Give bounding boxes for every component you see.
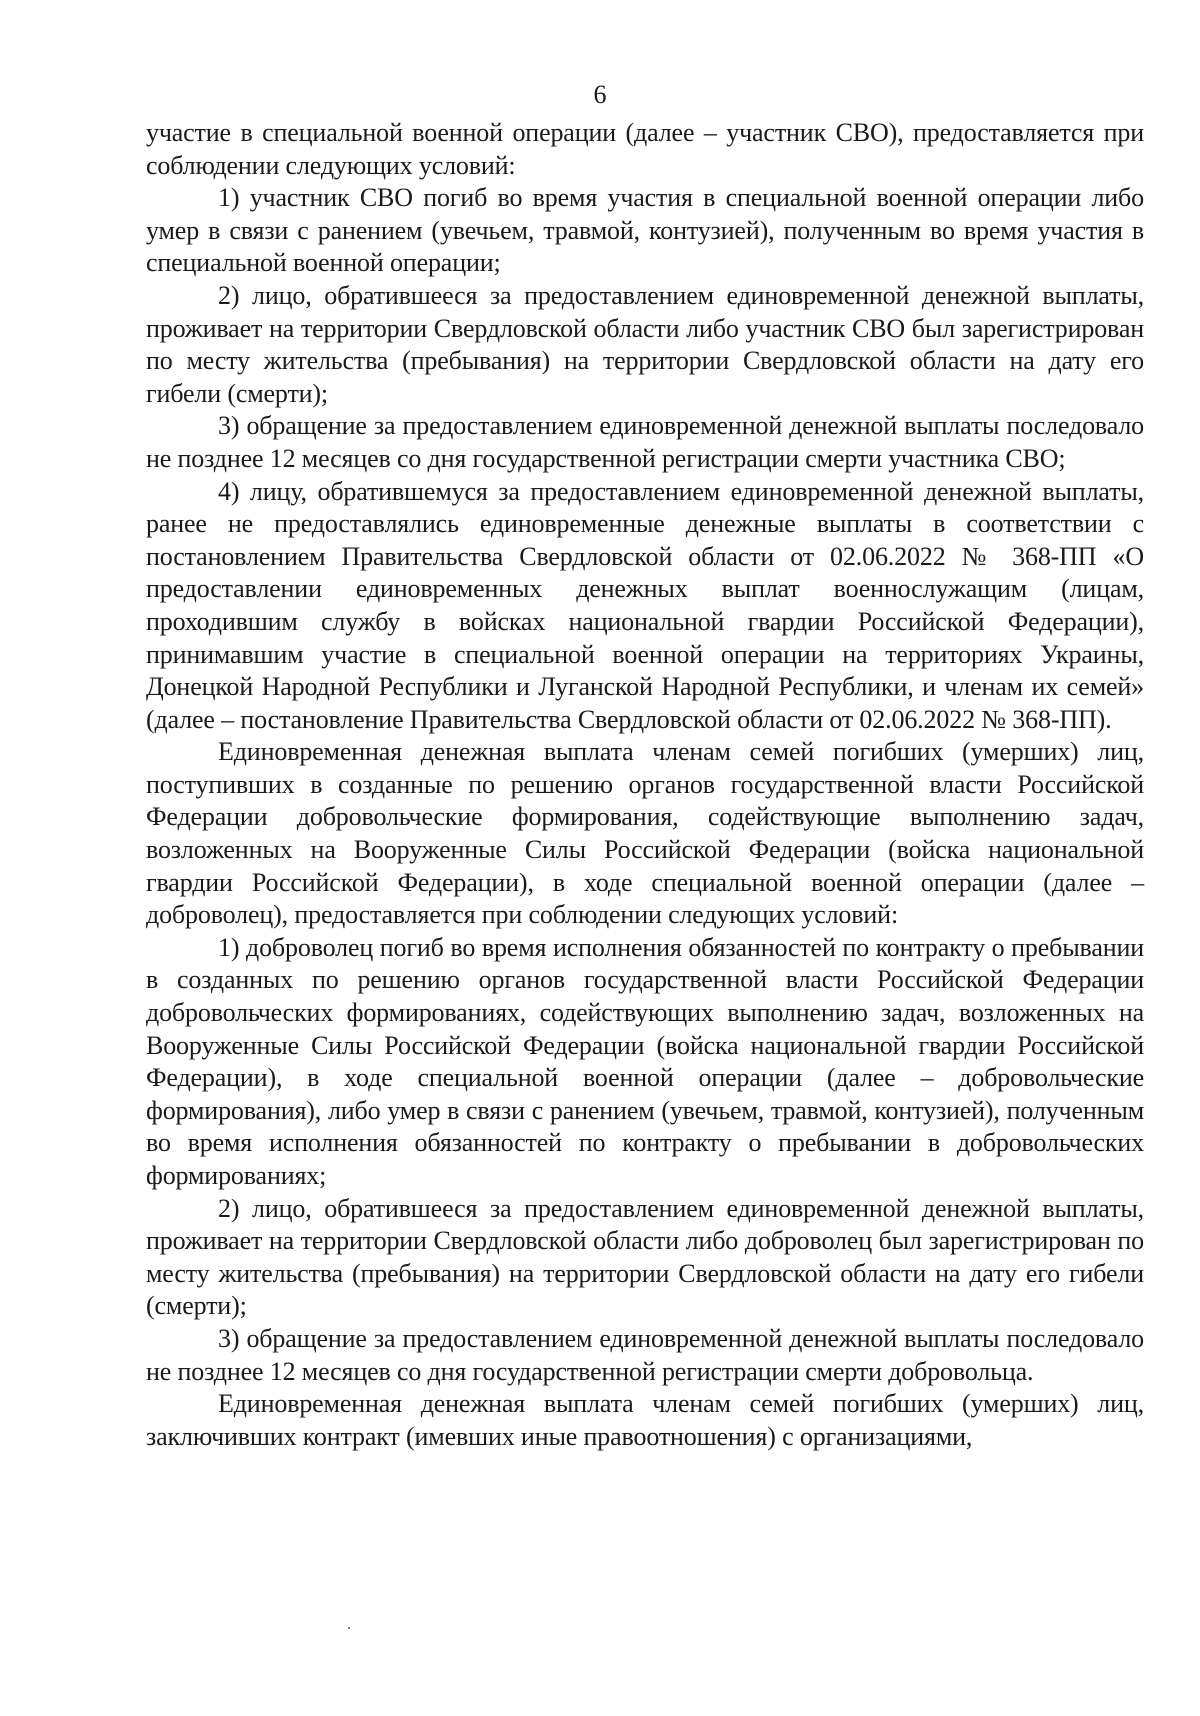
paragraph-contract-intro: Единовременная денежная выплата членам семей погибших (умерших) лиц, заключивших контракт (имевших иные правоотношения) с организациями,: [146, 1389, 1144, 1451]
paragraph-svo-condition-1: 1) участник СВО погиб во время участия в специальной военной операции либо умер в связи с ранением (увечьем, травмой, контузией), полученным во время участия в специальной военной операции;: [146, 183, 1144, 278]
paragraph-intro-continuation: участие в специальной военной операции (далее – участник СВО), предоставляется при соблюдении следующих условий:: [146, 118, 1144, 180]
paragraph-svo-condition-3: 3) обращение за предоставлением единовременной денежной выплаты последовало не позднее 12 месяцев со дня государственной регистрации смерти участника СВО;: [146, 411, 1144, 473]
paragraph-volunteer-condition-2: 2) лицо, обратившееся за предоставлением единовременной денежной выплаты, проживает на территории Свердловской области либо доброволец был зарегистрирован по месту жительства (пребывания) на территории Свердловской области на дату его гибели (смерти);: [146, 1193, 1144, 1321]
paragraph-svo-condition-4: 4) лицу, обратившемуся за предоставлением единовременной денежной выплаты, ранее не предоставлялись единовременные денежные выплаты в соответствии с постановлением Правительства Свердловской области от 02.06.2022 № 368-ПП «О предоставлении единовременных денежных выплат военнослужащим (лицам, проходившим службу в войсках национальной гвардии Российской Федерации), принимавшим участие в специальной военной операции на территориях Украины, Донецкой Народной Республики и Луганской Народной Республики, и членам их семей» (далее – постановление Правительства Свердловской области от 02.06.2022 № 368-ПП).: [146, 476, 1144, 734]
document-body: [146, 117, 1144, 1453]
paragraph-volunteer-condition-1: 1) доброволец погиб во время исполнения обязанностей по контракту о пребывании в созданных по решению органов государственной власти Российской Федерации добровольческих формированиях, содействующих выполнению задач, возложенных на Вооруженные Силы Российской Федерации (войска национальной гвардии Российской Федерации), в ходе специальной военной операции (далее – добровольческие формирования), либо умер в связи с ранением (увечьем, травмой, контузией), полученным во время исполнения обязанностей по контракту о пребывании в добровольческих формированиях;: [146, 932, 1144, 1190]
paragraph-volunteer-condition-3: 3) обращение за предоставлением единовременной денежной выплаты последовало не позднее 12 месяцев со дня государственной регистрации смерти добровольца.: [146, 1323, 1144, 1386]
paragraph-svo-condition-2: 2) лицо, обратившееся за предоставлением единовременной денежной выплаты, проживает на территории Свердловской области либо участник СВО был зарегистрирован по месту жительства (пребывания) на территории Свердловской области на дату его гибели (смерти);: [146, 280, 1144, 408]
paragraph-volunteer-intro: Единовременная денежная выплата членам семей погибших (умерших) лиц, поступивших в созданные по решению органов государственной власти Российской Федерации добровольческие формирования, содействующие выполнению задач, возложенных на Вооруженные Силы Российской Федерации (войска национальной гвардии Российской Федерации), в ходе специальной военной операции (далее – доброволец), предоставляется при соблюдении следующих условий:: [146, 737, 1144, 930]
scan-speck: [348, 1627, 350, 1629]
page-number: 6: [593, 80, 607, 109]
